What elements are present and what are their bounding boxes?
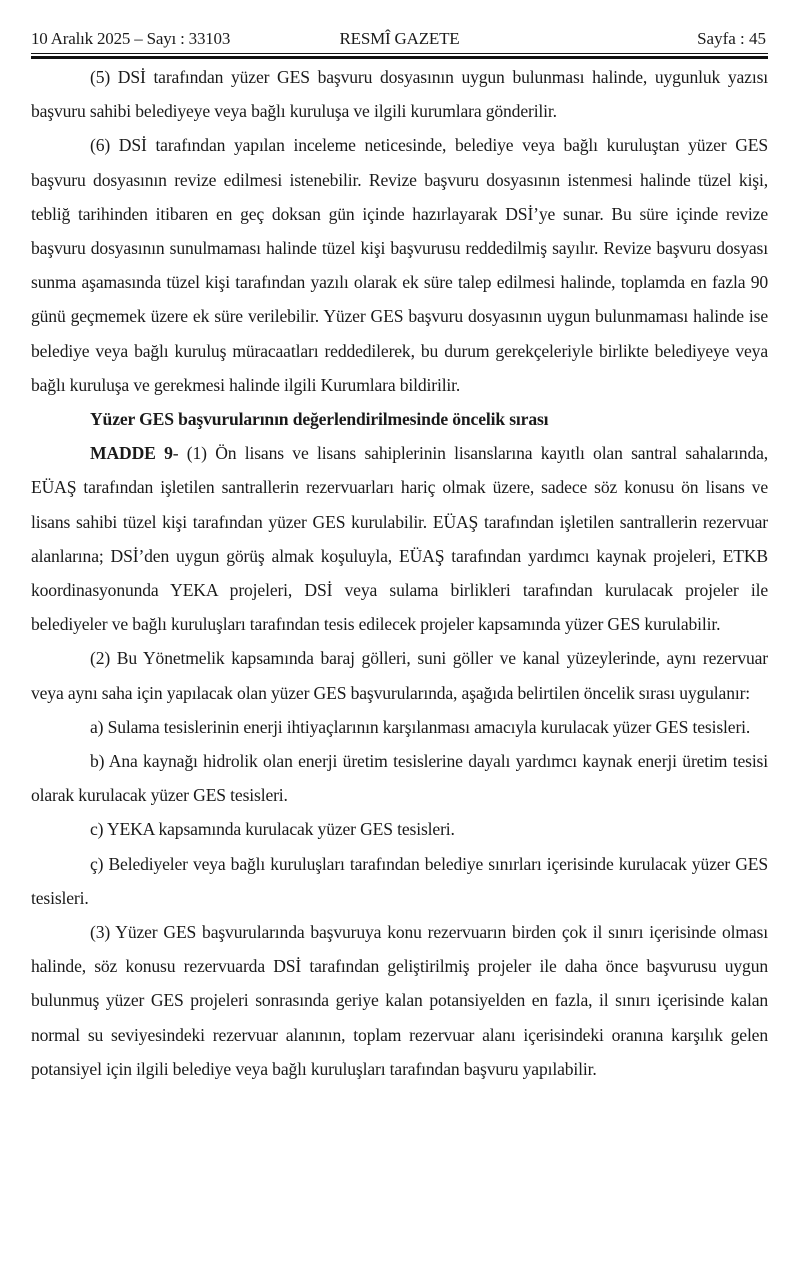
header-rule-thin xyxy=(31,53,768,54)
article-9-paragraph-3: (3) Yüzer GES başvurularında başvuruya konu rezervuarın birden çok il sınırı içerisinde olması halinde, söz konusu rezervuarda DSİ tarafından geliştirilmiş projeler ile daha önce başvurusu uygun bulunmuş yüzer GES projeleri sonrasında geriye kalan potansiyelden en fazla, il sınırı içerisinde kalan normal su seviyesindeki rezervuar alanının, toplam rezervuar alanı içerisindeki oranına karşılık gelen potansiyel için ilgili belediye veya bağlı kuruluşları tarafından başvuru yapılabilir. xyxy=(31,922,768,1079)
page-header xyxy=(31,0,768,50)
article-label: MADDE 9 xyxy=(90,443,173,464)
document-body xyxy=(31,60,768,1086)
publication-title: RESMÎ GAZETE xyxy=(339,29,460,48)
paragraph-5: (5) DSİ tarafından yüzer GES başvuru dosyasının uygun bulunması halinde, uygunluk yazısı başvuru sahibi belediyeye veya bağlı kuruluşa ve ilgili kurumlara gönderilir. xyxy=(31,67,768,122)
list-item-c: c) YEKA kapsamında kurulacak yüzer GES tesisleri. xyxy=(90,819,455,840)
paragraph-6: (6) DSİ tarafından yapılan inceleme neticesinde, belediye veya bağlı kuruluştan yüzer GES başvuru dosyasının revize edilmesi istenebilir. Revize başvuru dosyasının istenmesi halinde tüzel kişi, tebliğ tarihinden itibaren en geç doksan gün içinde hazırlayarak DSİ’ye sunar. Bu süre içinde revize başvuru dosyasının sunulmaması halinde tüzel kişi başvurusu reddedilmiş sayılır. Revize başvuru dosyası sunma aşamasında tüzel kişi tarafından yazılı olarak ek süre talep edilmesi halinde, toplamda en fazla 90 günü geçmemek üzere ek süre verilebilir. Yüzer GES başvuru dosyasının uygun bulunmaması halinde ise belediye veya bağlı kuruluş müracaatları reddedilerek, bu durum gerekçeleriyle birlikte belediyeye veya bağlı kuruluşa ve gerekmesi halinde ilgili Kurumlara bildirilir. xyxy=(31,135,768,395)
article-9-paragraph-2: (2) Bu Yönetmelik kapsamında baraj gölleri, suni göller ve kanal yüzeylerinde, aynı rezervuar veya aynı saha için yapılacak olan yüzer GES başvurularında, aşağıda belirtilen öncelik sırası uygulanır: xyxy=(31,648,768,703)
list-item-cedilla: ç) Belediyeler veya bağlı kuruluşları tarafından belediye sınırları içerisinde kurulacak yüzer GES tesisleri. xyxy=(31,853,768,908)
list-item-a: a) Sulama tesislerinin enerji ihtiyaçlarının karşılanması amacıyla kurulacak yüzer GES tesisleri. xyxy=(90,716,751,737)
article-9-paragraph-1 xyxy=(31,436,768,641)
page-number: Sayfa : 45 xyxy=(697,29,766,48)
article-9-text: - (1) Ön lisans ve lisans sahiplerinin lisanslarına kayıtlı olan santral sahalarında, EÜAŞ tarafından işletilen santrallerin rezervuarları hariç olmak üzere, sadece söz konusu ön lisans ve lisans sahibi tüzel kişi tarafından yüzer GES kurulabilir. EÜAŞ tarafından işletilen santrallerin rezervuar alanlarına; DSİ’den uygun görüş almak koşuluyla, EÜAŞ tarafından yardımcı kaynak projeleri, ETKB koordinasyonunda YEKA projeleri, DSİ veya sulama birlikleri tarafından kurulacak projeler ile belediyeler ve bağlı kuruluşları tarafından tesis edilecek projeler kapsamında yüzer GES kurulabilir. xyxy=(31,443,768,635)
header-rule-thick xyxy=(31,56,768,59)
list-item-b: b) Ana kaynağı hidrolik olan enerji üretim tesislerine dayalı yardımcı kaynak enerji üretim tesisi olarak kurulacak yüzer GES tesisleri. xyxy=(31,751,768,806)
section-heading: Yüzer GES başvurularının değerlendirilmesinde öncelik sırası xyxy=(90,409,549,430)
gazette-page xyxy=(31,0,768,1079)
issue-date-number: 10 Aralık 2025 – Sayı : 33103 xyxy=(31,29,231,48)
